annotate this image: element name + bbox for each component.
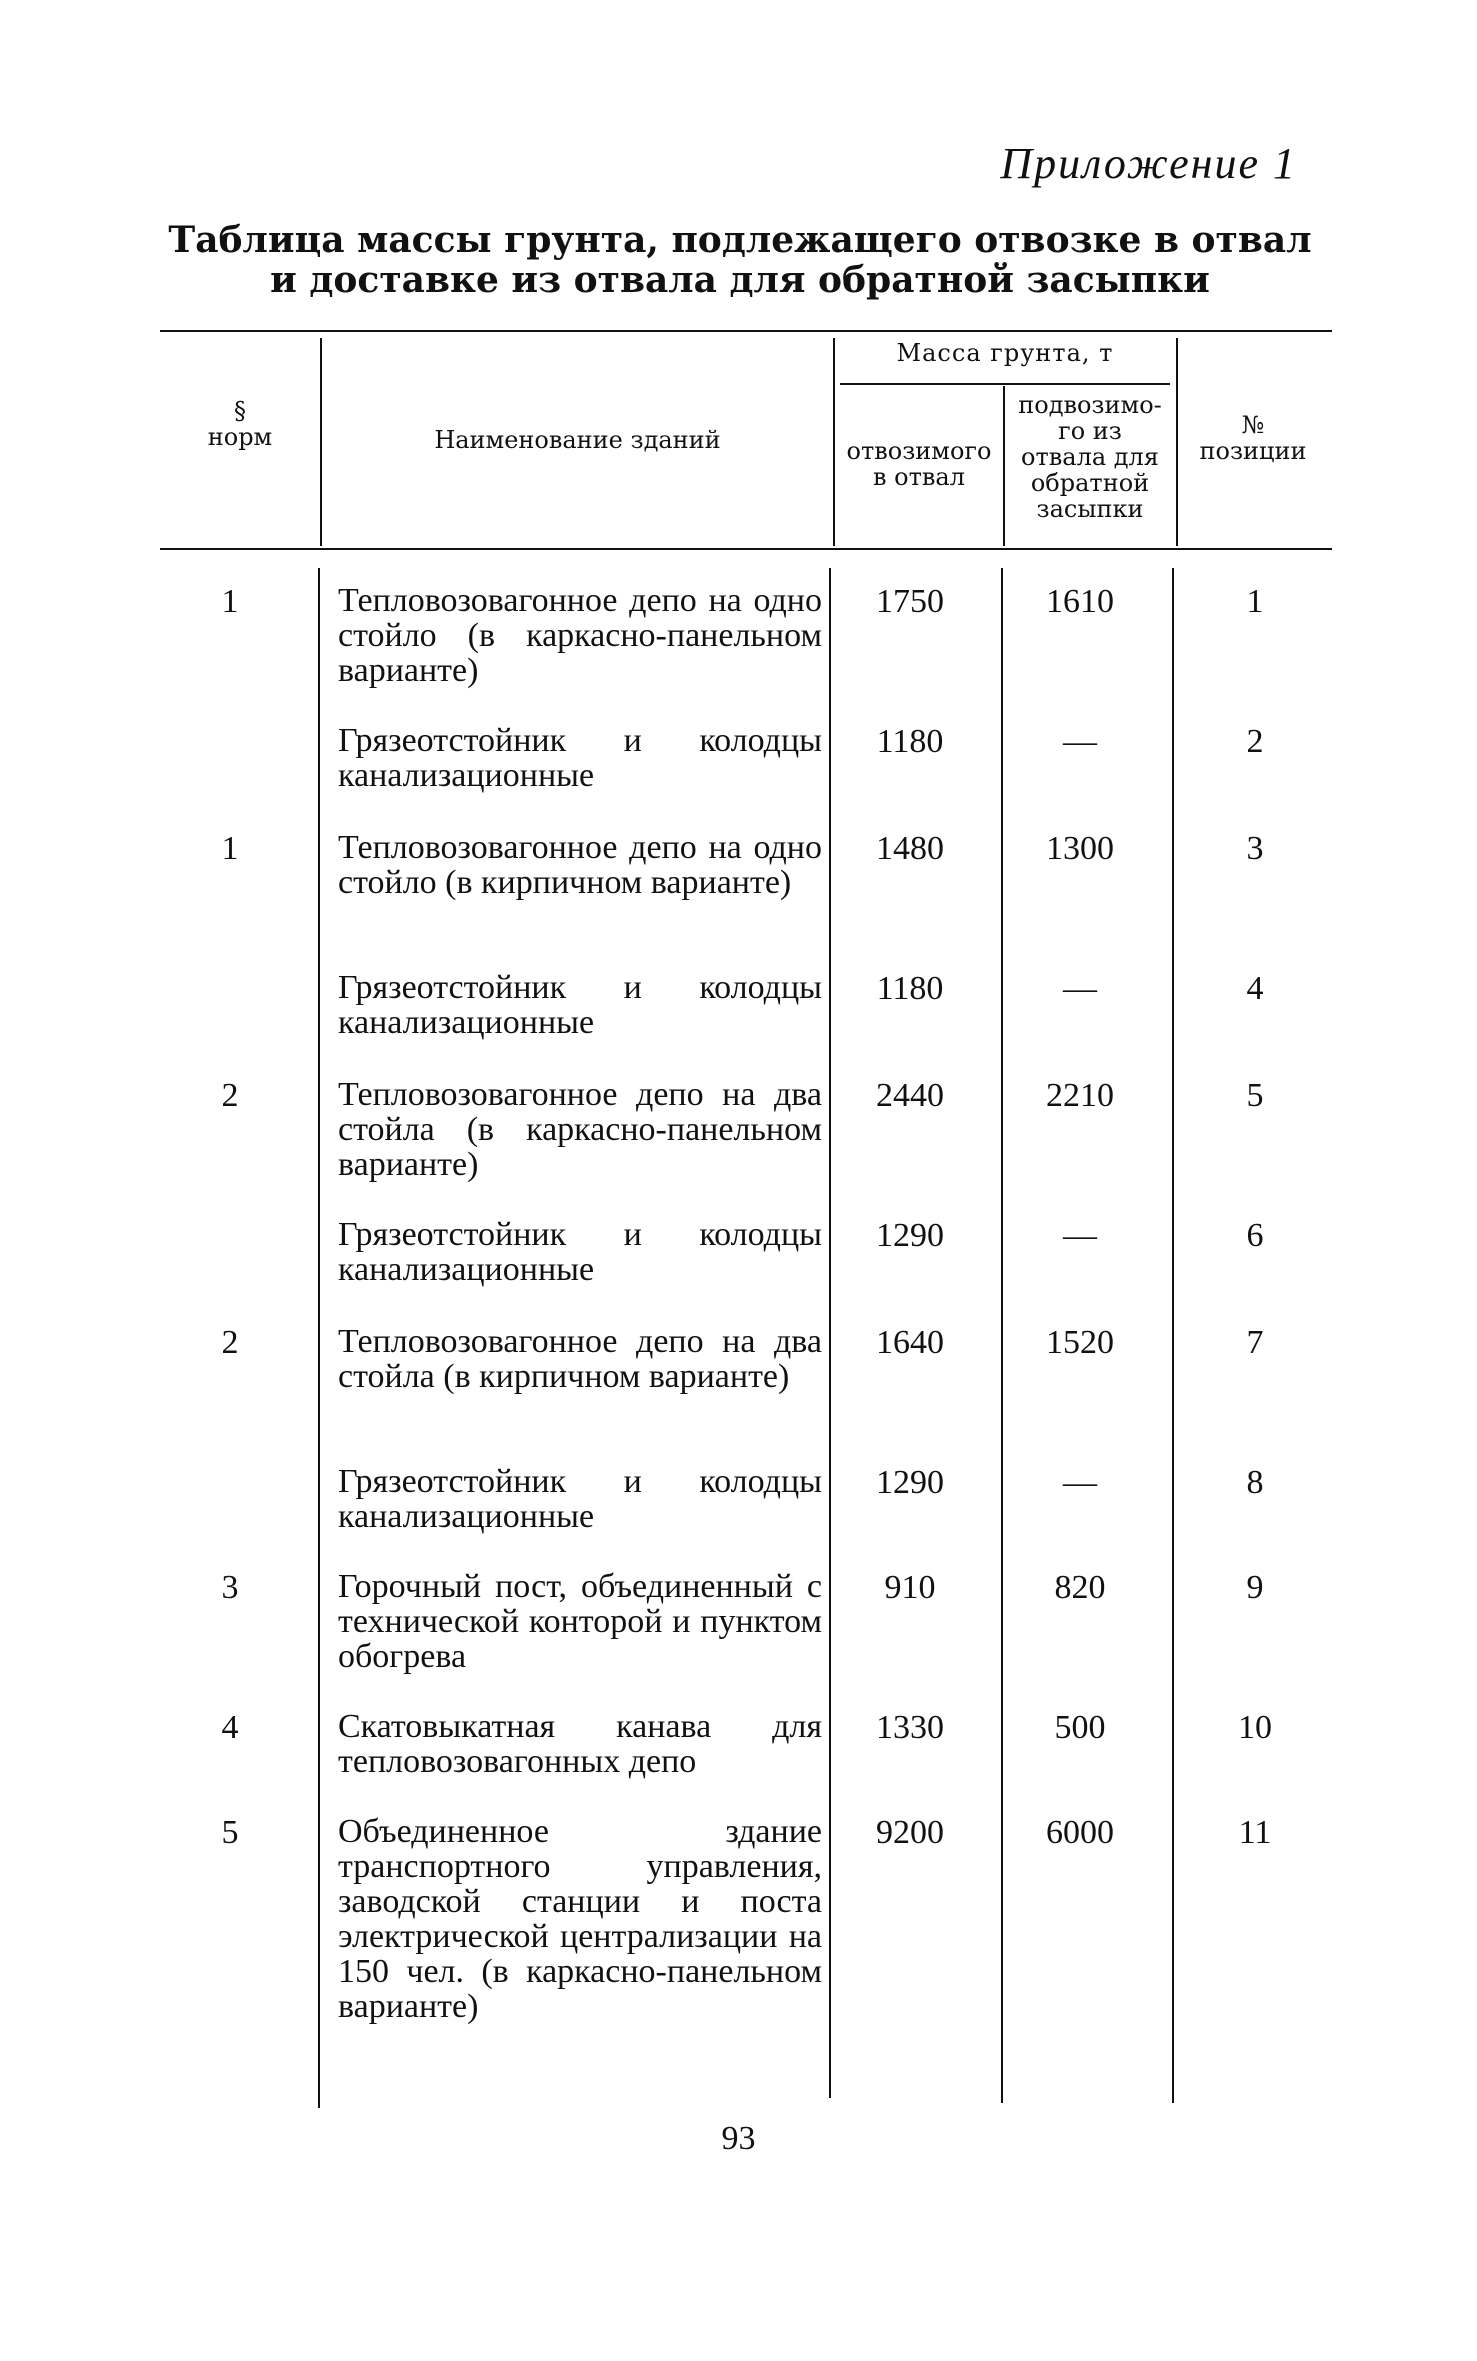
building-name-cell: Объединенное здание транспортного управления, заводской станции и поста электрической централизации на 150 чел. (в каркасно-панельном варианте)	[338, 1813, 822, 2025]
position-cell: 7	[1246, 1324, 1264, 1361]
position-cell: 6	[1246, 1217, 1264, 1254]
building-name-cell: Тепловозовагонное депо на одно стойло (в кирпичном варианте)	[338, 829, 822, 901]
header-out: отвозимого в отвал	[846, 437, 992, 491]
column-divider	[318, 568, 320, 2108]
position-cell: 3	[1246, 830, 1264, 867]
position-cell: 8	[1246, 1464, 1264, 1501]
header-bottom-rule	[160, 548, 1332, 550]
section-symbol: §	[234, 397, 246, 425]
mass-out-cell: 1480	[876, 830, 944, 867]
mass-in-cell: 1300	[1046, 830, 1114, 867]
number-symbol: №	[1241, 411, 1265, 439]
mass-in-cell: 1520	[1046, 1324, 1114, 1361]
header-in: подвозимо- го из отвала для обратной засыпки	[1018, 391, 1162, 523]
page-number: 93	[721, 2120, 756, 2157]
mass-in-cell: —	[1063, 1217, 1097, 1254]
norm-cell: 5	[221, 1814, 239, 1851]
appendix-label: Приложение 1	[1000, 139, 1297, 188]
building-name-cell: Тепловозовагонное депо на одно стойло (в каркасно-панельном варианте)	[338, 582, 822, 689]
norm-cell: 1	[221, 830, 239, 867]
mass-in-cell: 820	[1054, 1569, 1106, 1606]
header-building-name: Наименование зданий	[434, 426, 721, 454]
table-top-rule	[160, 330, 1332, 332]
mass-in-cell: —	[1063, 1464, 1097, 1501]
position-cell: 1	[1246, 583, 1264, 620]
mass-out-cell: 1180	[876, 970, 944, 1007]
table-title	[160, 220, 1320, 300]
mass-out-cell: 9200	[876, 1814, 944, 1851]
mass-in-cell: 500	[1054, 1709, 1106, 1746]
title-line-2: и доставке из отвала для обратной засыпки	[270, 259, 1210, 301]
position-cell: 10	[1238, 1709, 1272, 1746]
building-name-cell: Тепловозовагонное депо на два стойла (в каркасно-панельном варианте)	[338, 1076, 822, 1183]
position-cell: 11	[1238, 1814, 1272, 1851]
header-norm: § норм	[170, 398, 310, 450]
building-name-cell: Тепловозовагонное депо на два стойла (в кирпичном варианте)	[338, 1323, 822, 1395]
norm-cell: 4	[221, 1709, 239, 1746]
mass-out-cell: 1290	[876, 1217, 944, 1254]
norm-cell: 2	[221, 1324, 239, 1361]
header-position: № позиции	[1178, 412, 1328, 464]
mass-out-cell: 2440	[876, 1077, 944, 1114]
position-cell: 9	[1246, 1569, 1264, 1606]
mass-in-cell: —	[1063, 723, 1097, 760]
column-divider	[1172, 568, 1174, 2103]
position-cell: 4	[1246, 970, 1264, 1007]
mass-out-cell: 1180	[876, 723, 944, 760]
building-name-cell: Грязеотстойник и колодцы канализационные	[338, 969, 822, 1041]
mass-in-cell: —	[1063, 970, 1097, 1007]
mass-group-rule	[840, 383, 1170, 385]
norm-cell: 1	[221, 583, 239, 620]
building-name-cell: Грязеотстойник и колодцы канализационные	[338, 1463, 822, 1535]
mass-out-cell: 1330	[876, 1709, 944, 1746]
mass-out-cell: 1640	[876, 1324, 944, 1361]
norm-cell: 2	[221, 1077, 239, 1114]
building-name-cell: Грязеотстойник и колодцы канализационные	[338, 1216, 822, 1288]
building-name-cell: Горочный пост, объединенный с технической конторой и пунктом обогрева	[338, 1568, 822, 1675]
mass-out-cell: 1290	[876, 1464, 944, 1501]
position-cell: 5	[1246, 1077, 1264, 1114]
mass-in-cell: 6000	[1046, 1814, 1114, 1851]
building-name-cell: Скатовыкатная канава для тепловозовагонных депо	[338, 1708, 822, 1780]
mass-out-cell: 1750	[876, 583, 944, 620]
mass-in-cell: 2210	[1046, 1077, 1114, 1114]
header-divider	[320, 338, 322, 546]
title-line-1: Таблица массы грунта, подлежащего отвозке в отвал	[168, 219, 1312, 261]
building-name-cell: Грязеотстойник и колодцы канализационные	[338, 722, 822, 794]
mass-out-cell: 910	[884, 1569, 936, 1606]
norm-cell: 3	[221, 1569, 239, 1606]
position-cell: 2	[1246, 723, 1264, 760]
mass-in-cell: 1610	[1046, 583, 1114, 620]
header-mass-group: Масса грунта, т	[896, 339, 1114, 367]
